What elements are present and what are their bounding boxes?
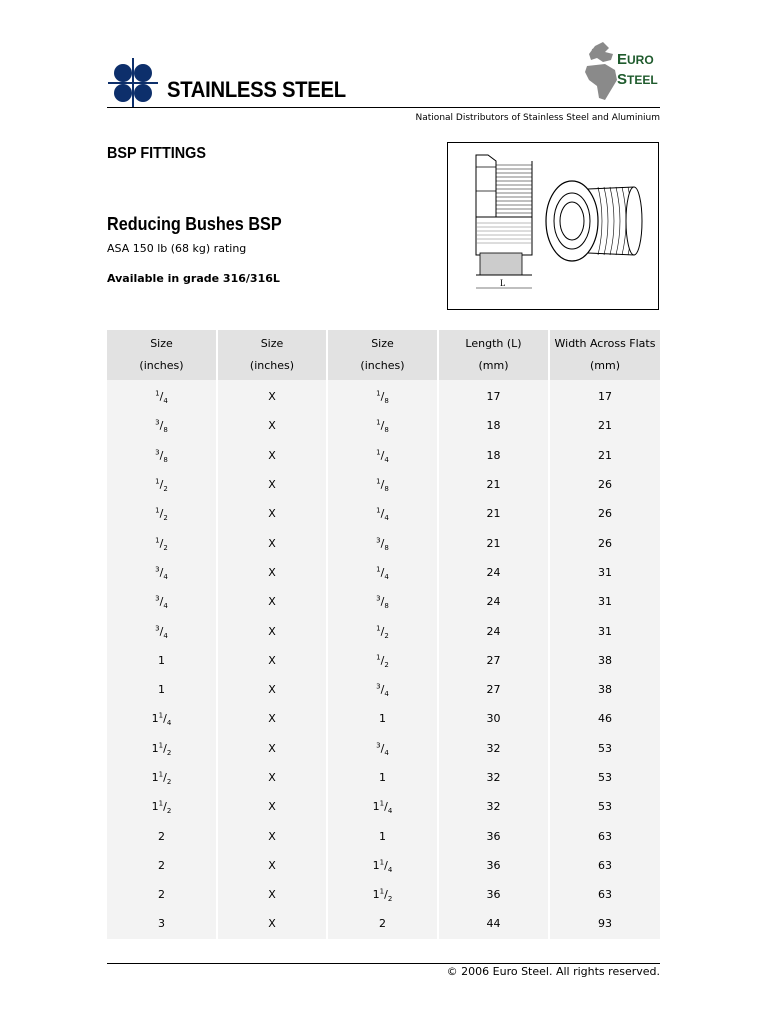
table-cell-sep: X <box>217 499 327 528</box>
table-cell-size1: $^3/_8$ <box>107 411 217 440</box>
table-cell-width: 17 <box>549 380 660 411</box>
table-cell-size2: $^1/_4$ <box>327 499 438 528</box>
table-row <box>107 528 660 557</box>
table-cell-size2: 1 <box>327 821 438 850</box>
table-cell-sep: X <box>217 470 327 499</box>
distributor-note: National Distributors of Stainless Steel and Aluminium <box>415 113 660 123</box>
euro-logo-line2-initial: S <box>617 71 628 88</box>
table-cell-width: 63 <box>549 851 660 880</box>
table-row <box>107 704 660 733</box>
table-cell-size1: $1^1/_4$ <box>107 704 217 733</box>
footer-rule <box>107 963 660 964</box>
table-cell-size2: 2 <box>327 909 438 938</box>
table-cell-length: 30 <box>438 704 549 733</box>
table-cell-size1: 2 <box>107 821 217 850</box>
table-cell-width: 26 <box>549 470 660 499</box>
table-cell-sep: X <box>217 675 327 704</box>
table-row <box>107 909 660 938</box>
column-header-line1: Width Across Flats <box>554 337 656 350</box>
column-header <box>438 330 549 380</box>
table-cell-size2: $^3/_8$ <box>327 587 438 616</box>
column-header-line1: Size <box>150 337 173 350</box>
table-cell-size2: $^1/_8$ <box>327 470 438 499</box>
header-rule <box>107 107 660 108</box>
table-cell-size1: 2 <box>107 851 217 880</box>
table-row <box>107 616 660 645</box>
column-header-line1: Size <box>371 337 394 350</box>
table-cell-length: 44 <box>438 909 549 938</box>
product-grade: Available in grade 316/316L <box>107 272 280 285</box>
table-cell-size2: $^1/_4$ <box>327 558 438 587</box>
table-cell-size2: $^3/_4$ <box>327 734 438 763</box>
table-cell-width: 31 <box>549 558 660 587</box>
column-header-line2: (inches) <box>249 359 295 372</box>
table-cell-width: 26 <box>549 528 660 557</box>
table-row <box>107 821 660 850</box>
drawing-length-label: L <box>500 278 506 288</box>
column-header <box>107 330 217 380</box>
reducing-bush-drawing-icon <box>448 143 658 309</box>
table-cell-sep: X <box>217 763 327 792</box>
table-row <box>107 441 660 470</box>
table-cell-size1: $1^1/_2$ <box>107 792 217 821</box>
column-header <box>327 330 438 380</box>
table-cell-size2: $1^1/_4$ <box>327 792 438 821</box>
table-cell-width: 93 <box>549 909 660 938</box>
table-cell-size2: $1^1/_2$ <box>327 880 438 909</box>
table-cell-width: 63 <box>549 821 660 850</box>
table-cell-width: 63 <box>549 880 660 909</box>
table-cell-sep: X <box>217 411 327 440</box>
table-cell-sep: X <box>217 380 327 411</box>
table-cell-sep: X <box>217 646 327 675</box>
euro-logo-line1-initial: E <box>617 51 628 68</box>
table-cell-length: 18 <box>438 441 549 470</box>
table-cell-sep: X <box>217 792 327 821</box>
table-cell-length: 36 <box>438 851 549 880</box>
table-cell-size1: $^3/_4$ <box>107 616 217 645</box>
table-cell-sep: X <box>217 558 327 587</box>
table-cell-size1: 3 <box>107 909 217 938</box>
table-row <box>107 411 660 440</box>
table-cell-width: 53 <box>549 763 660 792</box>
table-cell-length: 24 <box>438 558 549 587</box>
table-cell-size1: 1 <box>107 675 217 704</box>
column-header <box>217 330 327 380</box>
table-cell-size1: 1 <box>107 646 217 675</box>
column-header-line2: (mm) <box>589 359 620 372</box>
table-cell-size2: $^1/_8$ <box>327 411 438 440</box>
table-row <box>107 734 660 763</box>
table-cell-size1: $^3/_4$ <box>107 587 217 616</box>
table-cell-length: 32 <box>438 792 549 821</box>
table-cell-size2: 1 <box>327 763 438 792</box>
table-cell-sep: X <box>217 851 327 880</box>
table-cell-size2: $^1/_4$ <box>327 441 438 470</box>
column-header <box>549 330 660 380</box>
table-row <box>107 675 660 704</box>
table-cell-size2: $^1/_2$ <box>327 616 438 645</box>
table-row <box>107 587 660 616</box>
table-cell-sep: X <box>217 880 327 909</box>
table-cell-width: 38 <box>549 675 660 704</box>
column-header-line1: Length (L) <box>465 337 522 350</box>
table-cell-length: 21 <box>438 470 549 499</box>
table-cell-size1: $^1/_2$ <box>107 470 217 499</box>
euro-logo-line1-rest: URO <box>627 53 654 67</box>
table-cell-width: 53 <box>549 792 660 821</box>
table-body <box>107 380 660 939</box>
table-cell-sep: X <box>217 821 327 850</box>
table-cell-length: 18 <box>438 411 549 440</box>
table-cell-sep: X <box>217 734 327 763</box>
table-cell-width: 21 <box>549 441 660 470</box>
table-row <box>107 499 660 528</box>
table-cell-size2: $^1/_2$ <box>327 646 438 675</box>
table-row <box>107 792 660 821</box>
table-row <box>107 851 660 880</box>
table-cell-size1: $^1/_2$ <box>107 528 217 557</box>
table-cell-size2: 1 <box>327 704 438 733</box>
euro-logo-line2-rest: TEEL <box>627 73 658 87</box>
table-cell-size1: 2 <box>107 880 217 909</box>
table-cell-width: 53 <box>549 734 660 763</box>
table-cell-length: 21 <box>438 499 549 528</box>
table-cell-size1: $1^1/_2$ <box>107 734 217 763</box>
table-cell-length: 32 <box>438 763 549 792</box>
table-cell-size1: $^3/_8$ <box>107 441 217 470</box>
table-cell-width: 38 <box>549 646 660 675</box>
table-cell-length: 32 <box>438 734 549 763</box>
table-cell-width: 31 <box>549 616 660 645</box>
fitting-drawing <box>447 142 659 310</box>
column-header-line2: (inches) <box>360 359 405 372</box>
euro-steel-logo <box>583 40 663 102</box>
table-cell-sep: X <box>217 441 327 470</box>
table-cell-sep: X <box>217 704 327 733</box>
table-cell-sep: X <box>217 528 327 557</box>
table-cell-width: 21 <box>549 411 660 440</box>
copyright: © 2006 Euro Steel. All rights reserved. <box>446 965 660 978</box>
table-cell-size2: $^3/_4$ <box>327 675 438 704</box>
table-row <box>107 470 660 499</box>
table-cell-length: 24 <box>438 587 549 616</box>
brand-name: STAINLESS STEEL <box>167 77 346 102</box>
section-title: BSP FITTINGS <box>107 145 206 162</box>
table-cell-length: 27 <box>438 675 549 704</box>
table-cell-size2: $1^1/_4$ <box>327 851 438 880</box>
table-cell-length: 24 <box>438 616 549 645</box>
table-row <box>107 558 660 587</box>
table-cell-length: 36 <box>438 880 549 909</box>
table-cell-length: 21 <box>438 528 549 557</box>
table-cell-size1: $1^1/_2$ <box>107 763 217 792</box>
table-cell-length: 17 <box>438 380 549 411</box>
table-cell-width: 26 <box>549 499 660 528</box>
column-header-line2: (inches) <box>139 359 184 372</box>
table-cell-size2: $^1/_8$ <box>327 380 438 411</box>
table-header-row <box>107 330 660 380</box>
table-cell-sep: X <box>217 909 327 938</box>
column-header-line1: Size <box>260 337 284 350</box>
table-cell-length: 27 <box>438 646 549 675</box>
spec-table <box>107 330 660 939</box>
table-cell-width: 46 <box>549 704 660 733</box>
table-row <box>107 880 660 909</box>
stainless-steel-logo-icon <box>108 58 158 108</box>
table-row <box>107 646 660 675</box>
table-cell-size1: $^1/_4$ <box>107 380 217 411</box>
table-cell-size1: $^3/_4$ <box>107 558 217 587</box>
product-rating: ASA 150 lb (68 kg) rating <box>107 242 247 255</box>
product-title: Reducing Bushes BSP <box>107 214 282 234</box>
table-cell-width: 31 <box>549 587 660 616</box>
table-cell-sep: X <box>217 616 327 645</box>
table-row <box>107 380 660 411</box>
table-cell-sep: X <box>217 587 327 616</box>
table-cell-length: 36 <box>438 821 549 850</box>
table-row <box>107 763 660 792</box>
table-cell-size2: $^3/_8$ <box>327 528 438 557</box>
table-cell-size1: $^1/_2$ <box>107 499 217 528</box>
column-header-line2: (mm) <box>478 359 509 372</box>
